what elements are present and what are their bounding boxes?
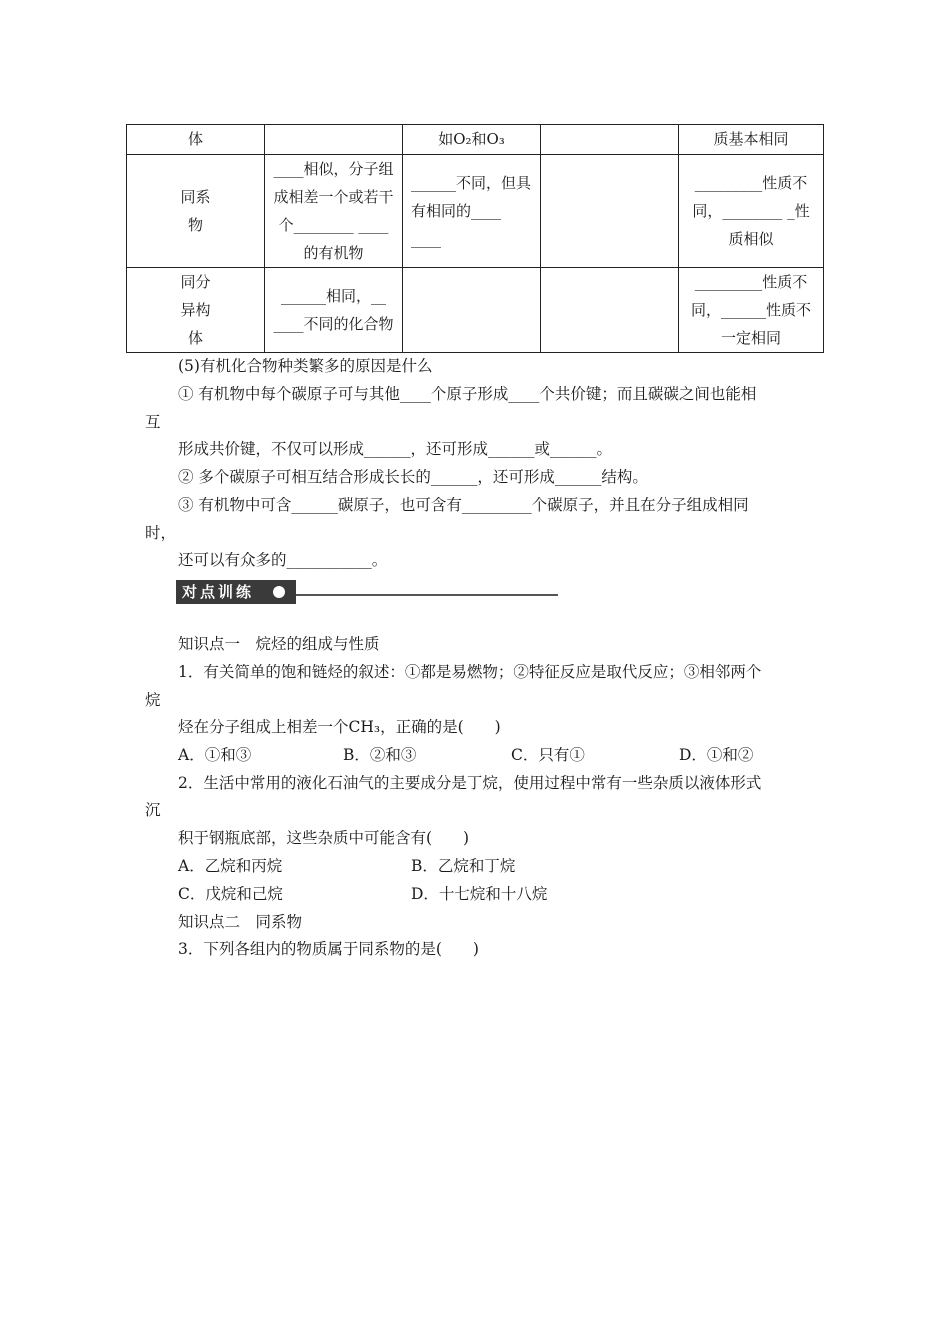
q1-option-d: D．①和② [679, 746, 754, 764]
table-cell: _________性质不同，________ _性质相似 [679, 155, 824, 268]
table-cell: 同分 异构 体 [127, 268, 265, 353]
table-row [127, 268, 824, 353]
q2-option-a: A．乙烷和丙烷 [178, 857, 283, 875]
table-cell [403, 268, 541, 353]
table-cell [541, 155, 679, 268]
table-cell: 质基本相同 [679, 125, 824, 155]
table-cell: ______不同，但具有相同的____ ____ [403, 155, 541, 268]
q2-option-b: B．乙烷和丁烷 [411, 857, 516, 875]
question-1-cont: 烃在分子组成上相差一个CH₃，正确的是( ) [178, 718, 501, 736]
section5-point1: ① 有机物中每个碳原子可与其他____个原子形成____个共价键；而且碳碳之间也能相 [178, 385, 757, 403]
q1-option-b: B．②和③ [343, 746, 417, 764]
question-2-cont: 积于钢瓶底部，这些杂质中可能含有( ) [178, 829, 470, 847]
bullet-icon [273, 586, 285, 598]
question-1: 1．有关简单的饱和链烃的叙述：①都是易燃物；②特征反应是取代反应；③相邻两个 [178, 663, 762, 681]
section5-point2: ② 多个碳原子可相互结合形成长长的______，还可形成______结构。 [178, 468, 648, 486]
table-row [127, 125, 824, 155]
q2-option-c: C．戊烷和己烷 [178, 885, 283, 903]
section5-point3-cont: 还可以有众多的___________。 [178, 551, 388, 569]
table-cell [541, 125, 679, 155]
table-cell [265, 125, 403, 155]
table-cell: 如O₂和O₃ [403, 125, 541, 155]
table-cell: ______相同，__ ____不同的化合物 [265, 268, 403, 353]
section5-point1-cont: 形成共价键，不仅可以形成______，还可形成______或______。 [178, 440, 613, 458]
table-cell: _________性质不同，______性质不一定相同 [679, 268, 824, 353]
kp1-title: 知识点一 烷烃的组成与性质 [178, 635, 380, 653]
table-row [127, 155, 824, 268]
divider [296, 594, 558, 596]
table-cell: ____相似，分子组成相差一个或若干个________ ____的有机物 [265, 155, 403, 268]
q1-option-c: C．只有① [511, 746, 585, 764]
q2-option-d: D．十七烷和十八烷 [411, 885, 548, 903]
question-1-wrap: 烷 [145, 691, 161, 709]
q1-option-a: A．①和③ [178, 746, 252, 764]
comparison-table [126, 124, 824, 353]
table-cell: 体 [127, 125, 265, 155]
section5-point3-wrap: 时， [145, 524, 177, 542]
banner-label: 对点训练 [176, 580, 296, 604]
table-cell: 同系 物 [127, 155, 265, 268]
kp2-title: 知识点二 同系物 [178, 913, 303, 931]
section5-point3: ③ 有机物中可含______碳原子，也可含有_________个碳原子，并且在分子组成相同 [178, 496, 749, 514]
section5-point1-wrap: 互 [145, 413, 161, 431]
table-cell [541, 268, 679, 353]
question-2-wrap: 沉 [145, 801, 161, 819]
section5-question: (5)有机化合物种类繁多的原因是什么 [178, 357, 433, 375]
question-2: 2．生活中常用的液化石油气的主要成分是丁烷，使用过程中常有一些杂质以液体形式 [178, 774, 762, 792]
question-3: 3．下列各组内的物质属于同系物的是( ) [178, 940, 479, 958]
